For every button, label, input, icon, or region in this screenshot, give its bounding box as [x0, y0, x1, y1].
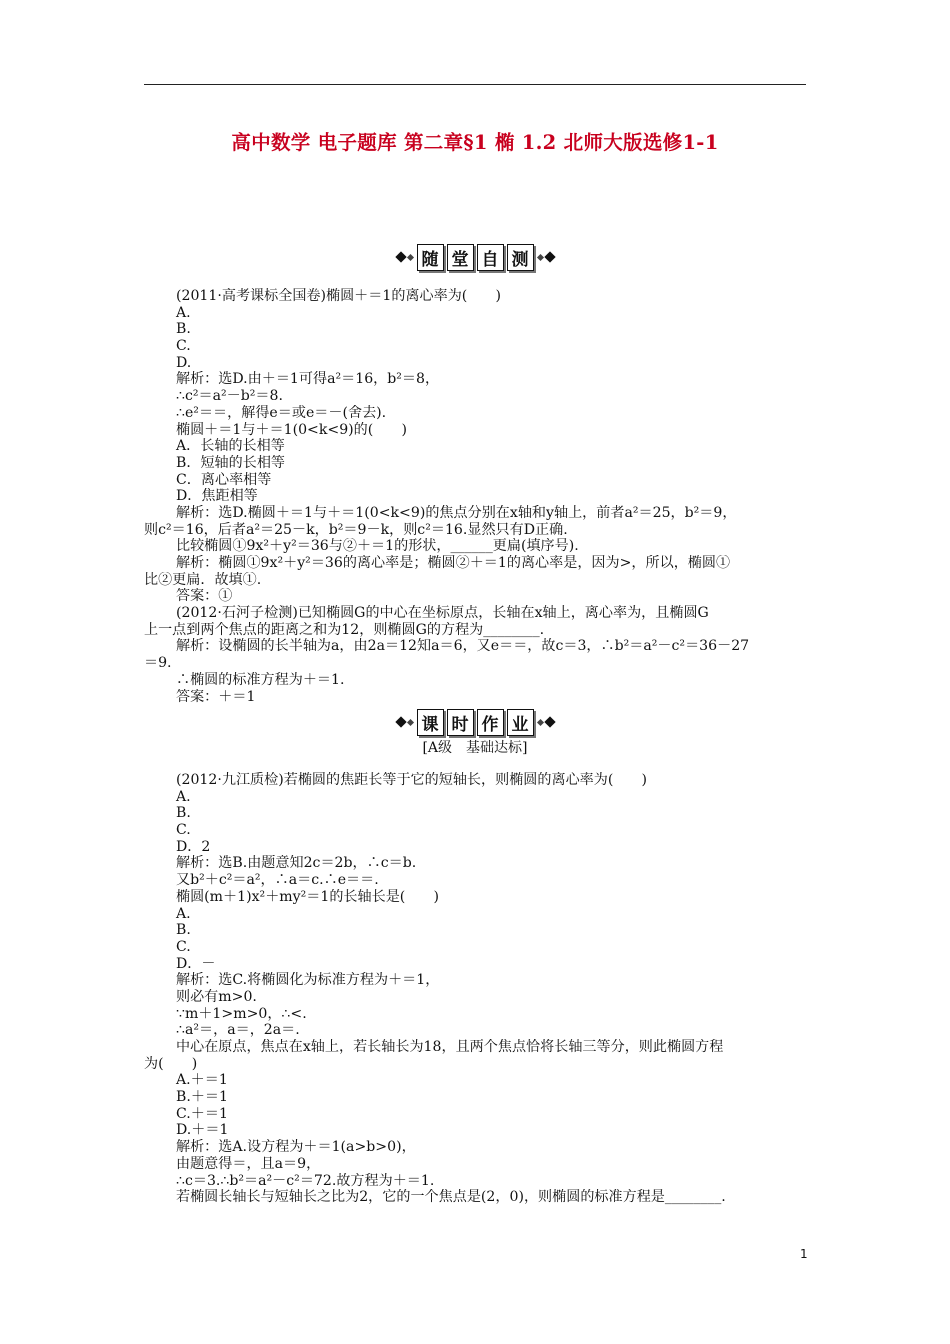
text-line: D．2	[176, 838, 211, 855]
text-line: C.	[176, 338, 191, 355]
section-banner-classroom-test	[0, 242, 950, 272]
text-line: A．长轴的长相等	[176, 438, 285, 455]
banner-char: 时	[447, 709, 474, 736]
text-line: 答案：＋＝1	[176, 688, 256, 705]
text-line: 解析：选A.设方程为＋＝1(a>b>0)，	[176, 1139, 416, 1156]
diamond-ornament-right	[538, 253, 554, 261]
text-line: ∴椭圆的标准方程为＋＝1.	[176, 671, 345, 688]
text-line: D．－	[176, 955, 216, 972]
text-line: B.	[176, 321, 191, 338]
text-line: 椭圆＋＝1与＋＝1(0<k<9)的( )	[176, 421, 407, 438]
text-line: ∴e²＝＝，解得e＝或e＝－(舍去).	[176, 404, 387, 421]
page-number: 1	[800, 1247, 808, 1261]
text-line: 答案：①	[176, 588, 233, 605]
text-line: D.	[176, 354, 192, 371]
banner-char: 随	[417, 244, 444, 271]
text-line: 上一点到两个焦点的距离之和为12，则椭圆G的方程为________.	[144, 621, 545, 638]
exercise-block-classroom	[144, 288, 812, 705]
text-line: 解析：椭圆①9x²＋y²＝36的离心率是；椭圆②＋＝1的离心率是，因为>，所以，椭圆①	[176, 555, 731, 571]
banner-char: 自	[477, 244, 504, 271]
document-title: 高中数学 电子题库 第二章§1 椭 1.2 北师大版选修1-1	[231, 131, 719, 154]
section-banner-homework	[0, 707, 950, 737]
text-line: (2012·九江质检)若椭圆的焦距长等于它的短轴长，则椭圆的离心率为( )	[176, 772, 648, 788]
text-line: 解析：选B.由题意知2c＝2b，∴c＝b.	[176, 855, 417, 872]
text-line: 解析：选D.椭圆＋＝1与＋＝1(0<k<9)的焦点分别在x轴和y轴上，前者a²＝25，b²＝9，	[176, 504, 737, 521]
text-line: ∴c²＝a²－b²＝8.	[176, 388, 283, 405]
text-line: 中心在原点，焦点在x轴上，若长轴长为18，且两个焦点恰将长轴三等分，则此椭圆方程	[176, 1039, 724, 1055]
exercise-block-homework	[144, 772, 812, 1206]
text-line: ∴a²＝，a＝，2a＝.	[176, 1022, 300, 1039]
text-line: C．离心率相等	[176, 471, 272, 488]
text-line: B．短轴的长相等	[176, 454, 286, 471]
banner-char: 课	[417, 709, 444, 736]
diamond-ornament-left	[397, 718, 413, 726]
text-line: 比②更扁．故填①.	[144, 571, 262, 588]
text-line: C.＋＝1	[176, 1105, 228, 1122]
diamond-ornament-left	[397, 253, 413, 261]
text-line: ＝9.	[144, 655, 172, 672]
text-line: A.	[176, 788, 191, 805]
text-line: 解析：设椭圆的长半轴为a，由2a＝12知a＝6，又e＝＝，故c＝3，∴b²＝a²－c²＝36－27	[176, 638, 750, 655]
text-line: ∵m＋1>m>0，∴<.	[176, 1005, 307, 1022]
text-line: 则c²＝16，后者a²＝25－k，b²＝9－k，则c²＝16.显然只有D正确.	[144, 521, 568, 538]
text-line: D.＋＝1	[176, 1122, 229, 1139]
text-line: 为( )	[144, 1055, 198, 1072]
banner-char: 堂	[447, 244, 474, 271]
text-line: 若椭圆长轴长与短轴长之比为2，它的一个焦点是(2，0)，则椭圆的标准方程是________.	[176, 1189, 726, 1206]
banner-char: 测	[507, 244, 534, 271]
text-line: B.	[176, 805, 191, 822]
text-line: C.	[176, 822, 191, 839]
text-line: 由题意得＝，且a＝9，	[176, 1155, 321, 1172]
text-line: 比较椭圆①9x²＋y²＝36与②＋＝1的形状，______更扁(填序号).	[176, 538, 579, 555]
text-line: ∴c＝3.∴b²＝a²－c²＝72.故方程为＋＝1.	[176, 1172, 435, 1189]
text-line: A.	[176, 304, 191, 321]
text-line: (2012·石河子检测)已知椭圆G的中心在坐标原点，长轴在x轴上，离心率为，且椭圆G	[176, 605, 709, 622]
banner-char: 业	[507, 709, 534, 736]
level-label: [A级 基础达标]	[422, 740, 528, 756]
text-line: A.＋＝1	[176, 1072, 228, 1089]
text-line: C.	[176, 938, 191, 955]
text-line: 椭圆(m＋1)x²＋my²＝1的长轴长是( )	[176, 888, 439, 905]
text-line: 又b²＋c²＝a²，∴a＝c.∴e＝＝.	[176, 872, 379, 889]
banner-char: 作	[477, 709, 504, 736]
text-line: B.	[176, 922, 191, 939]
header-rule	[144, 84, 806, 85]
text-line: A.	[176, 905, 191, 922]
diamond-ornament-right	[538, 718, 554, 726]
text-line: 解析：选D.由＋＝1可得a²＝16，b²＝8，	[176, 371, 440, 388]
text-line: D．焦距相等	[176, 488, 258, 505]
text-line: 解析：选C.将椭圆化为标准方程为＋＝1，	[176, 972, 440, 989]
text-line: 则必有m>0.	[176, 988, 257, 1005]
text-line: B.＋＝1	[176, 1089, 228, 1106]
text-line: (2011·高考课标全国卷)椭圆＋＝1的离心率为( )	[176, 288, 501, 304]
